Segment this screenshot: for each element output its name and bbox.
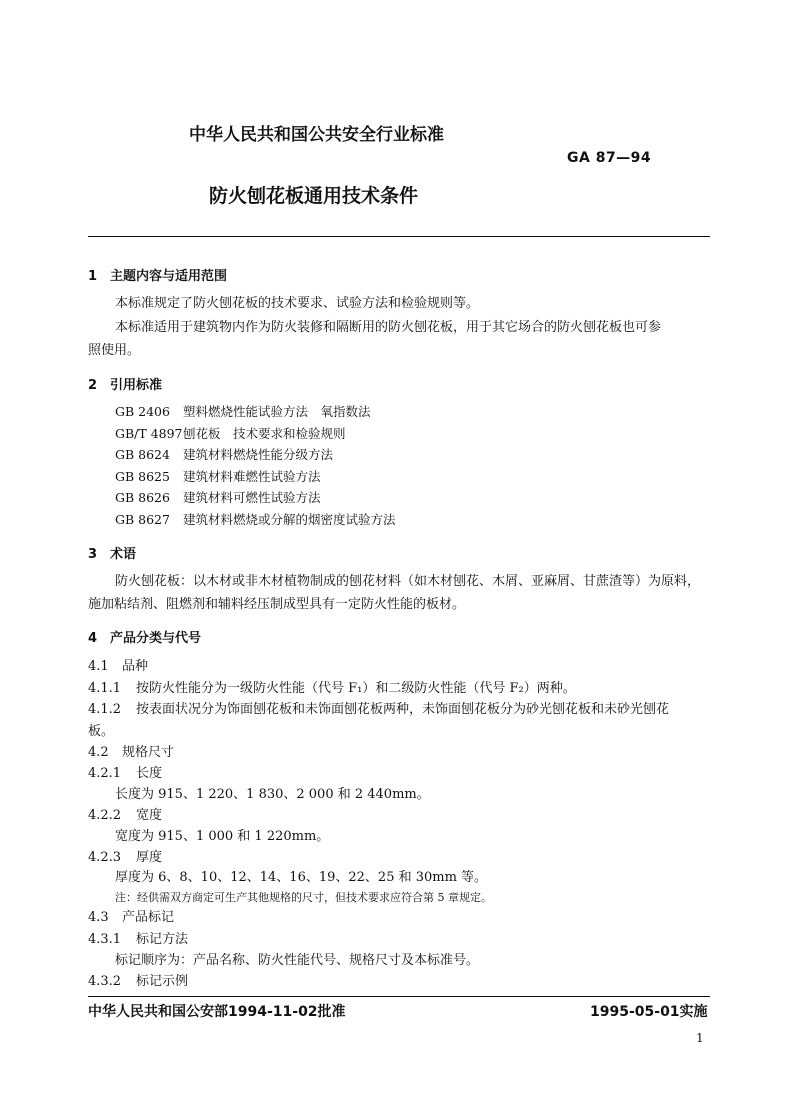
clause-number: 4.3 — [88, 910, 109, 925]
reference-code: GB 8626 — [115, 490, 170, 505]
reference-item — [115, 488, 321, 506]
reference-item — [115, 467, 321, 485]
clause-4-2-3-text: 厚度为 6、8、10、12、14、16、19、22、25 和 30mm 等。 — [115, 870, 488, 885]
approval-line: 中华人民共和国公安部1994-11-02批准 — [88, 1004, 346, 1020]
reference-code: GB 8624 — [115, 447, 170, 462]
reference-title: 建筑材料难燃性试验方法 — [183, 469, 321, 484]
reference-title: 刨花板 技术要求和检验规则 — [183, 426, 346, 441]
reference-code: GB 8627 — [115, 512, 170, 527]
clause-4-2 — [88, 742, 174, 763]
document-title: 防火刨花板通用技术条件 — [209, 185, 419, 207]
clause-label: 标记方法 — [136, 932, 189, 947]
section-3-para-a: 防火刨花板：以木材或非木材植物制成的刨花材料（如木材刨花、木屑、亚麻屑、甘蔗渣等）为原料， — [115, 574, 701, 589]
reference-item — [115, 424, 346, 442]
reference-code: GB 2406 — [115, 404, 170, 419]
clause-label: 品种 — [122, 659, 149, 674]
clause-4-3-2 — [88, 971, 188, 992]
clause-label: 长度 — [136, 766, 163, 781]
reference-code: GB/T 4897 — [115, 426, 183, 441]
section-1-para-1: 本标准规定了防火刨花板的技术要求、试验方法和检验规则等。 — [115, 296, 480, 311]
clause-4-1-2 — [88, 699, 669, 720]
standard-number: GA 87—94 — [567, 150, 652, 166]
section-4-heading: 4 产品分类与代号 — [88, 631, 202, 646]
clause-4-3-1-text: 标记顺序为：产品名称、防火性能代号、规格尺寸及本标准号。 — [115, 953, 480, 968]
clause-number: 4.2.1 — [88, 766, 122, 781]
section-1-para-2a: 本标准适用于建筑物内作为防火装修和隔断用的防火刨花板，用于其它场合的防火刨花板也可参 — [115, 320, 662, 335]
section-1-para-2b: 照使用。 — [88, 343, 141, 358]
clause-4-3-1 — [88, 929, 188, 950]
clause-number: 4.3.2 — [88, 974, 122, 989]
clause-4-1-2-cont: 板。 — [88, 724, 115, 739]
reference-item — [115, 445, 333, 463]
clause-number: 4.3.1 — [88, 932, 122, 947]
clause-4-2-1-text: 长度为 915、1 220、1 830、2 000 和 2 440mm。 — [115, 787, 430, 802]
clause-4-2-1 — [88, 763, 162, 784]
clause-4-2-2-text: 宽度为 915、1 000 和 1 220mm。 — [115, 829, 330, 844]
footer-rule — [88, 996, 710, 997]
header-rule — [88, 236, 710, 237]
section-1-heading: 1 主题内容与适用范围 — [88, 269, 228, 284]
reference-title: 塑料燃烧性能试验方法 氧指数法 — [183, 404, 371, 419]
clause-4-2-3 — [88, 847, 162, 868]
clause-number: 4.2 — [88, 745, 109, 760]
reference-title: 建筑材料可燃性试验方法 — [183, 490, 321, 505]
effective-date: 1995-05-01实施 — [590, 1004, 708, 1020]
clause-number: 4.1.2 — [88, 702, 122, 717]
reference-code: GB 8625 — [115, 469, 170, 484]
clause-text: 按表面状况分为饰面刨花板和未饰面刨花板两种，未饰面刨花板分为砂光刨花板和未砂光刨花 — [136, 702, 670, 717]
clause-4-1-1 — [88, 678, 576, 699]
clause-4-3 — [88, 907, 174, 928]
clause-number: 4.2.2 — [88, 808, 122, 823]
section-2-heading: 2 引用标准 — [88, 378, 163, 393]
section-3-para-b: 施加粘结剂、阻燃剂和辅料经压制成型具有一定防火性能的板材。 — [88, 597, 466, 612]
page-number: 1 — [696, 1031, 704, 1045]
clause-number: 4.2.3 — [88, 850, 122, 865]
clause-label: 规格尺寸 — [122, 745, 175, 760]
reference-title: 建筑材料燃烧或分解的烟密度试验方法 — [183, 512, 396, 527]
clause-4-1 — [88, 656, 148, 677]
clause-label: 产品标记 — [122, 910, 175, 925]
reference-item — [115, 510, 396, 528]
clause-number: 4.1.1 — [88, 681, 122, 696]
note: 注：经供需双方商定可生产其他规格的尺寸，但技术要求应符合第 5 章规定。 — [115, 891, 492, 904]
clause-label: 宽度 — [136, 808, 163, 823]
section-3-heading: 3 术语 — [88, 547, 137, 562]
clause-label: 标记示例 — [136, 974, 189, 989]
clause-4-2-2 — [88, 805, 162, 826]
clause-label: 厚度 — [136, 850, 163, 865]
reference-title: 建筑材料燃烧性能分级方法 — [183, 447, 334, 462]
reference-item — [115, 402, 371, 420]
org-title: 中华人民共和国公共安全行业标准 — [189, 125, 444, 145]
clause-text: 按防火性能分为一级防火性能（代号 F₁）和二级防火性能（代号 F₂）两种。 — [136, 681, 576, 696]
clause-number: 4.1 — [88, 659, 109, 674]
